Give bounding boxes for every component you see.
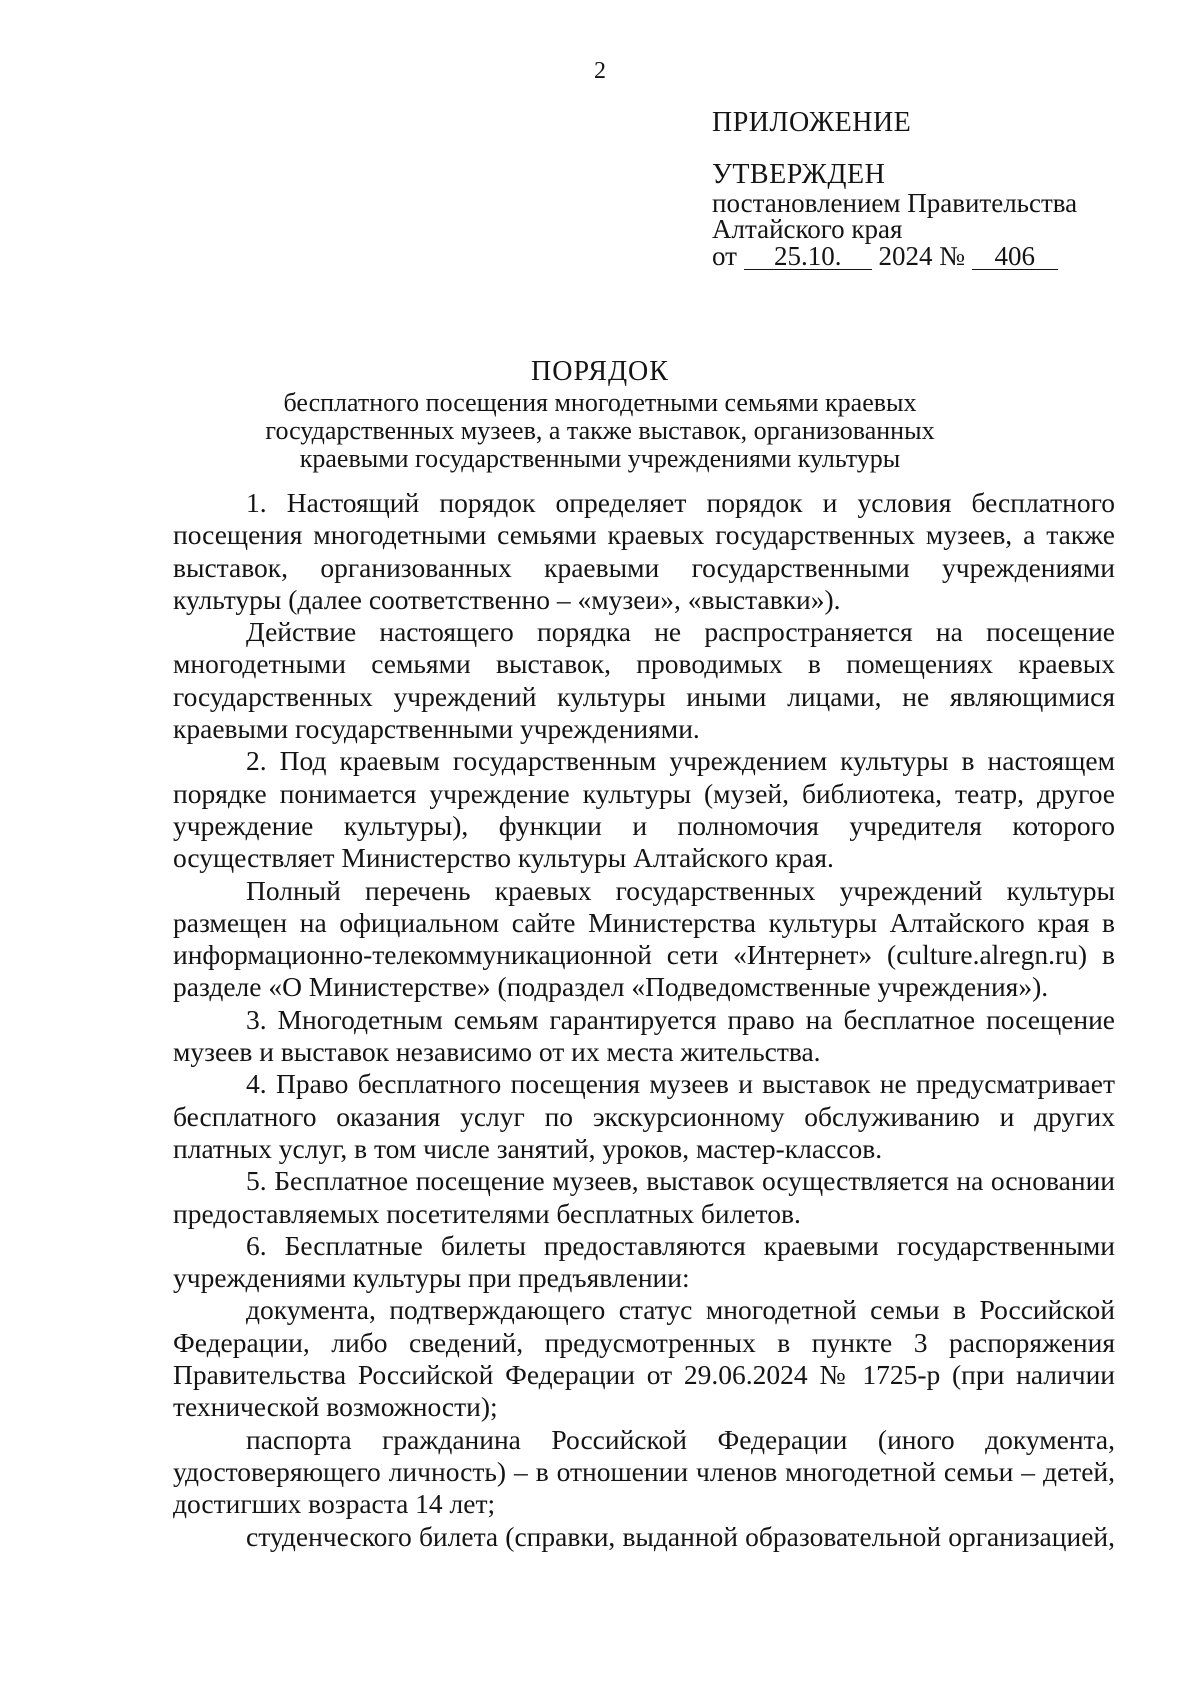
approval-stamp-block (712, 106, 1112, 270)
approval-line-1: постановлением Правительства (712, 188, 1078, 218)
paragraph-6: 6. Бесплатные билеты предоставляются краевыми государственными учреждениями культуры при предъявлении: (173, 1229, 1115, 1294)
approval-line-2: Алтайского края (712, 214, 903, 244)
paragraph-2: 2. Под краевым государственным учреждением культуры в настоящем порядке понимается учреждение культуры (музей, библиотека, театр, другое учреждение культуры), функции и полномочия учредителя которого осуществляет Министерство культуры Алтайского края. (173, 745, 1115, 874)
appendix-heading: ПРИЛОЖЕНИЕ (712, 107, 912, 138)
approval-date-line (712, 242, 1112, 270)
date-prefix: от (712, 241, 737, 271)
paragraph-6-item-document: документа, подтверждающего статус многодетной семьи в Российской Федерации, либо сведений, предусмотренных в пункте 3 распоряжения Правительства Российской Федерации от 29.06.2024 № 1725-р (при наличии технической возможности); (173, 1294, 1115, 1423)
subtitle-line: краевыми государственными учреждениями культуры (299, 444, 901, 473)
paragraph-6-item-passport: паспорта гражданина Российской Федерации (иного документа, удостоверяющего личность) – в отношении членов многодетной семьи – детей, достигших возраста 14 лет; (173, 1423, 1115, 1520)
page-number: 2 (594, 58, 606, 84)
approval-date: 25.10. (744, 243, 872, 270)
paragraph-1-continuation: Действие настоящего порядка не распространяется на посещение многодетными семьями выставок, проводимых в помещениях краевых государственных учреждений культуры иными лицами, не являющимися краевыми государственными учреждениями. (173, 616, 1115, 745)
paragraph-2-continuation: Полный перечень краевых государственных учреждений культуры размещен на официальном сайте Министерства культуры Алтайского края в информационно-телекоммуникационной сети «Интернет» (culture.alregn.ru) в разделе «О Министерстве» (подраздел «Подведомственные учреждения»). (173, 874, 1115, 1003)
approval-number: 406 (972, 243, 1058, 270)
subtitle-line: государственных музеев, а также выставок, организованных (265, 416, 935, 445)
paragraph-1: 1. Настоящий порядок определяет порядок и условия бесплатного посещения многодетными семьями краевых государственных музеев, а также выставок, организованных краевыми государственными учреждениями культуры (далее соответственно – «музеи», «выставки»). (173, 487, 1115, 615)
paragraph-3: 3. Многодетным семьям гарантируется право на бесплатное посещение музеев и выставок независимо от их места жительства. (173, 1003, 1115, 1068)
paragraph-5: 5. Бесплатное посещение музеев, выставок осуществляется на основании предоставляемых посетителями бесплатных билетов. (173, 1165, 1115, 1229)
subtitle-line: бесплатного посещения многодетными семьями краевых (283, 388, 917, 417)
document-title: ПОРЯДОК (531, 356, 669, 387)
year-number-prefix: 2024 № (878, 241, 965, 271)
paragraph-6-item-student-card: студенческого билета (справки, выданной образовательной организацией, (246, 1520, 1115, 1552)
document-title-block (0, 355, 1200, 473)
approved-heading: УТВЕРЖДЕН (712, 159, 886, 190)
document-body (173, 487, 1115, 1553)
paragraph-4: 4. Право бесплатного посещения музеев и выставок не предусматривает бесплатного оказания услуг по экскурсионному обслуживанию и других платных услуг, в том числе занятий, уроков, мастер-классов. (173, 1068, 1115, 1164)
